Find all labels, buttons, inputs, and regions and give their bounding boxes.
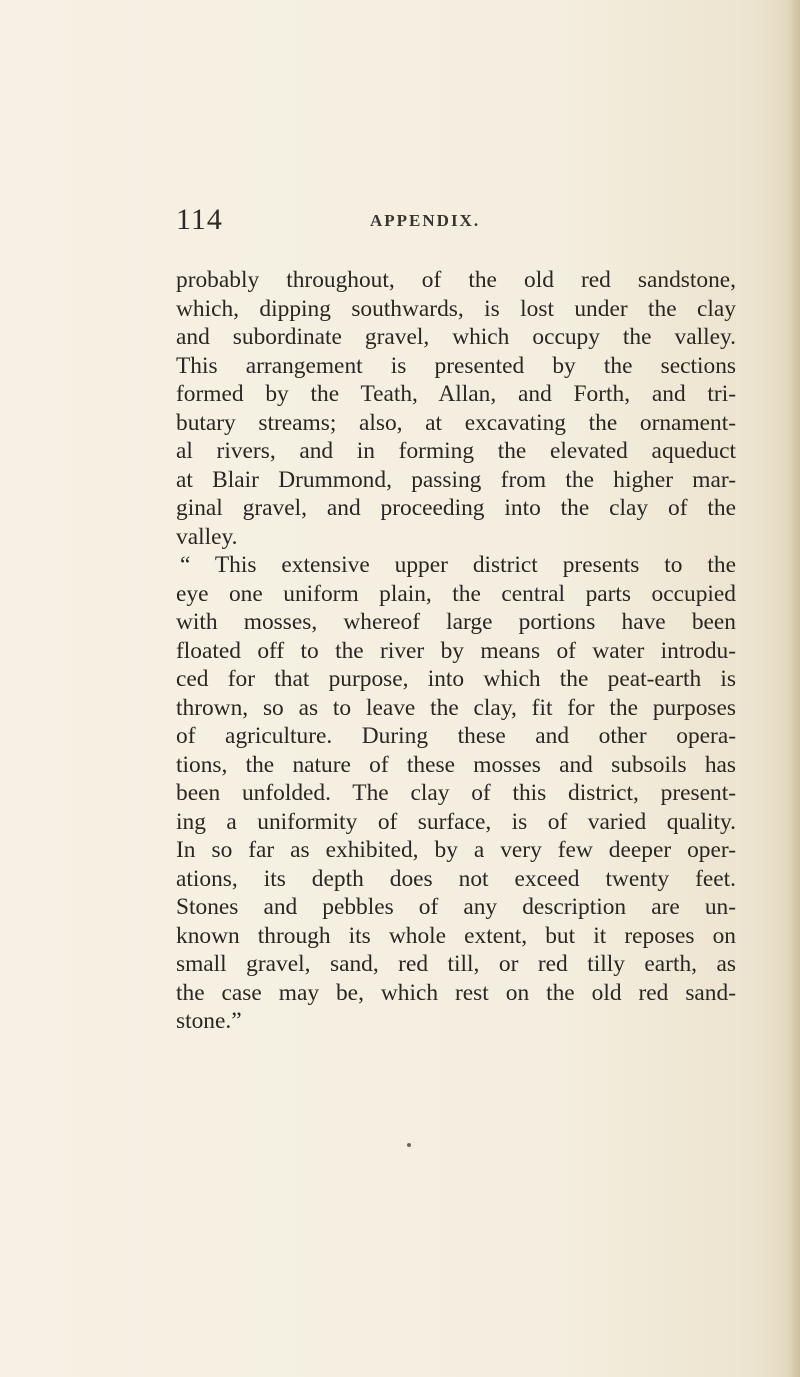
running-head bbox=[176, 203, 736, 243]
text-line: at Blair Drummond, passing from the higher mar- bbox=[176, 466, 736, 493]
text-line: valley. bbox=[176, 523, 238, 550]
text-line: eye one uniform plain, the central parts occupied bbox=[176, 580, 736, 607]
text-line: ced for that purpose, into which the peat-earth is bbox=[176, 666, 736, 692]
body-text bbox=[176, 266, 736, 1036]
page-number: 114 bbox=[176, 203, 223, 236]
text-line: thrown, so as to leave the clay, fit for the purposes bbox=[176, 694, 736, 721]
text-line: which, dipping southwards, is lost under the clay bbox=[176, 295, 736, 322]
text-line: floated off to the river by means of water introdu- bbox=[176, 637, 736, 664]
text-line: stone.” bbox=[176, 1008, 242, 1034]
text-line: butary streams; also, at excavating the ornament- bbox=[176, 409, 736, 436]
text-line: small gravel, sand, red till, or red tilly earth, as bbox=[176, 951, 736, 977]
text-line: been unfolded. The clay of this district, present- bbox=[176, 780, 736, 806]
text-line: known through its whole extent, but it reposes on bbox=[176, 922, 736, 949]
text-line: ing a uniformity of surface, is of varied quality. bbox=[176, 808, 736, 835]
text-line: and subordinate gravel, which occupy the valley. bbox=[176, 324, 736, 350]
text-line: tions, the nature of these mosses and subsoils has bbox=[176, 751, 736, 778]
text-line: “ This extensive upper district presents to the bbox=[180, 552, 736, 578]
text-line: ations, its depth does not exceed twenty feet. bbox=[176, 865, 736, 892]
text-line: with mosses, whereof large portions have been bbox=[176, 609, 736, 635]
page-edge-shadow bbox=[786, 0, 800, 1377]
text-line: Stones and pebbles of any description are un- bbox=[176, 894, 736, 920]
text-line: probably throughout, of the old red sandstone, bbox=[176, 267, 736, 293]
text-line: ginal gravel, and proceeding into the clay of the bbox=[176, 495, 736, 521]
text-line: In so far as exhibited, by a very few deeper oper- bbox=[176, 837, 736, 863]
text-line: formed by the Teath, Allan, and Forth, and tri- bbox=[176, 381, 736, 407]
text-line: of agriculture. During these and other opera- bbox=[176, 723, 736, 749]
text-line: the case may be, which rest on the old red sand- bbox=[176, 979, 736, 1006]
text-line: This arrangement is presented by the sections bbox=[176, 352, 736, 379]
text-line: al rivers, and in forming the elevated aqueduct bbox=[176, 438, 736, 464]
section-title: APPENDIX. bbox=[370, 211, 481, 230]
print-speck bbox=[407, 1143, 411, 1147]
